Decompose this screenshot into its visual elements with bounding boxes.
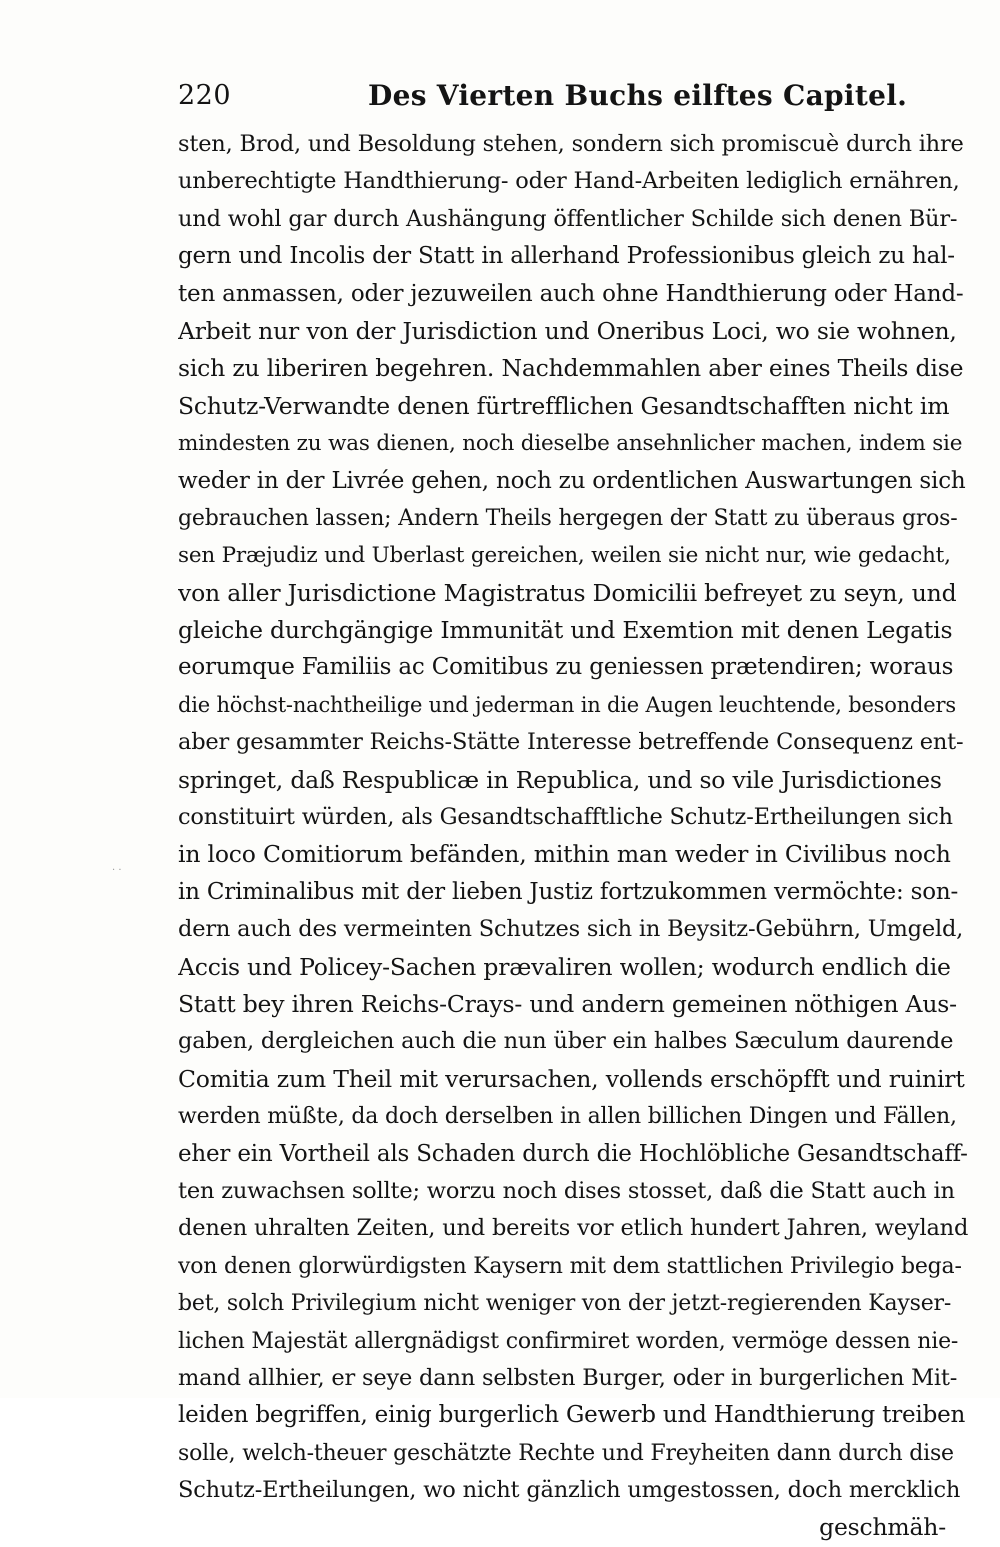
text-line: und wohl gar durch Aushängung öffentlicher Schilde sich denen Bür-	[178, 205, 958, 232]
text-line: Arbeit nur von der Jurisdiction und Oneribus Loci, wo sie wohnen,	[178, 316, 957, 345]
text-line: solle, welch-theuer geschätzte Rechte und Freyheiten dann durch dise	[178, 1440, 954, 1466]
text-line: springet, daß Respublicæ in Republica, und so vile Jurisdictiones	[178, 765, 942, 794]
text-line: von aller Jurisdictione Magistratus Domicilii befreyet zu seyn, und	[178, 578, 957, 607]
text-line: werden müßte, da doch derselben in allen billichen Dingen und Fällen,	[178, 1104, 957, 1130]
text-line: gaben, dergleichen auch die nun über ein halbes Sæculum daurende	[178, 1028, 954, 1055]
margin-speck: · ·	[112, 865, 122, 876]
text-line: in loco Comitiorum befänden, mithin man weder in Civilibus noch	[178, 840, 951, 869]
text-line: die höchst-nachtheilige und jederman in die Augen leuchtende, besonders	[178, 692, 956, 717]
text-line: gebrauchen lassen; Andern Theils hergegen der Statt zu überaus gros-	[178, 505, 958, 531]
text-line: Statt bey ihren Reichs-Crays- und andern gemeinen nöthigen Aus-	[178, 989, 957, 1018]
text-line: lichen Majestät allergnädigst confirmiret worden, vermöge dessen nie-	[178, 1328, 959, 1354]
text-line: eher ein Vortheil als Schaden durch die Hochlöbliche Gesandtschaff-	[178, 1140, 968, 1167]
text-line: unberechtigte Handthierung- oder Hand-Arbeiten lediglich ernähren,	[178, 168, 960, 195]
text-line: mand allhier, er seye dann selbsten Burger, oder in burgerlichen Mit-	[178, 1364, 958, 1391]
text-line: Accis und Policey-Sachen prævaliren wollen; wodurch endlich die	[178, 952, 951, 981]
text-line: sen Præjudiz und Uberlast gereichen, weilen sie nicht nur, wie gedacht,	[178, 543, 951, 569]
text-line: mindesten zu was dienen, noch dieselbe ansehnlicher machen, indem sie	[178, 431, 963, 457]
text-line: von denen glorwürdigsten Kaysern mit dem stattlichen Privilegio bega-	[178, 1253, 962, 1279]
text-line: gern und Incolis der Statt in allerhand Professionibus gleich zu hal-	[178, 243, 955, 270]
text-line: eorumque Familiis ac Comitibus zu geniessen prætendiren; woraus	[178, 654, 954, 681]
text-line: in Criminalibus mit der lieben Justiz fortzukommen vermöchte: son-	[178, 878, 959, 905]
text-line: gleiche durchgängige Immunität und Exemtion mit denen Legatis	[178, 616, 953, 645]
text-line: ten zuwachsen sollte; worzu noch dises stosset, daß die Statt auch in	[178, 1177, 955, 1204]
page-header	[178, 76, 908, 116]
running-head: Des Vierten Buchs eilftes Capitel.	[368, 79, 908, 112]
text-line: denen uhralten Zeiten, und bereits vor etlich hundert Jahren, weyland	[178, 1215, 968, 1242]
text-line: sten, Brod, und Besoldung stehen, sondern sich promiscuè durch ihre	[178, 131, 964, 157]
text-line: Schutz-Verwandte denen fürtrefflichen Gesandtschafften nicht im	[178, 391, 950, 420]
text-line: dern auch des vermeinten Schutzes sich in Beysitz-Gebührn, Umgeld,	[178, 916, 964, 943]
text-line: constituirt würden, als Gesandtschafftliche Schutz-Ertheilungen sich	[178, 804, 953, 831]
body-text	[178, 126, 968, 1547]
text-line: aber gesammter Reichs-Stätte Interesse betreffende Consequenz ent-	[178, 729, 964, 756]
text-line: ten anmassen, oder jezuweilen auch ohne Handthierung oder Hand-	[178, 280, 964, 307]
text-line: Schutz-Ertheilungen, wo nicht gänzlich umgestossen, doch mercklich	[178, 1477, 961, 1504]
text-line: leiden begriffen, einig burgerlich Gewerb und Handthierung treiben	[178, 1402, 966, 1429]
text-line: bet, solch Privilegium nicht weniger von der jetzt-regierenden Kayser-	[178, 1291, 952, 1317]
page-number: 220	[178, 80, 232, 111]
text-line: sich zu liberiren begehren. Nachdemmahlen aber eines Theils dise	[178, 354, 964, 383]
text-line: weder in der Livrée gehen, noch zu ordentlichen Auswartungen sich	[178, 467, 966, 494]
text-line: Comitia zum Theil mit verursachen, vollends erschöpfft und ruinirt	[178, 1064, 965, 1093]
catchword: geschmäh-	[819, 1513, 946, 1542]
